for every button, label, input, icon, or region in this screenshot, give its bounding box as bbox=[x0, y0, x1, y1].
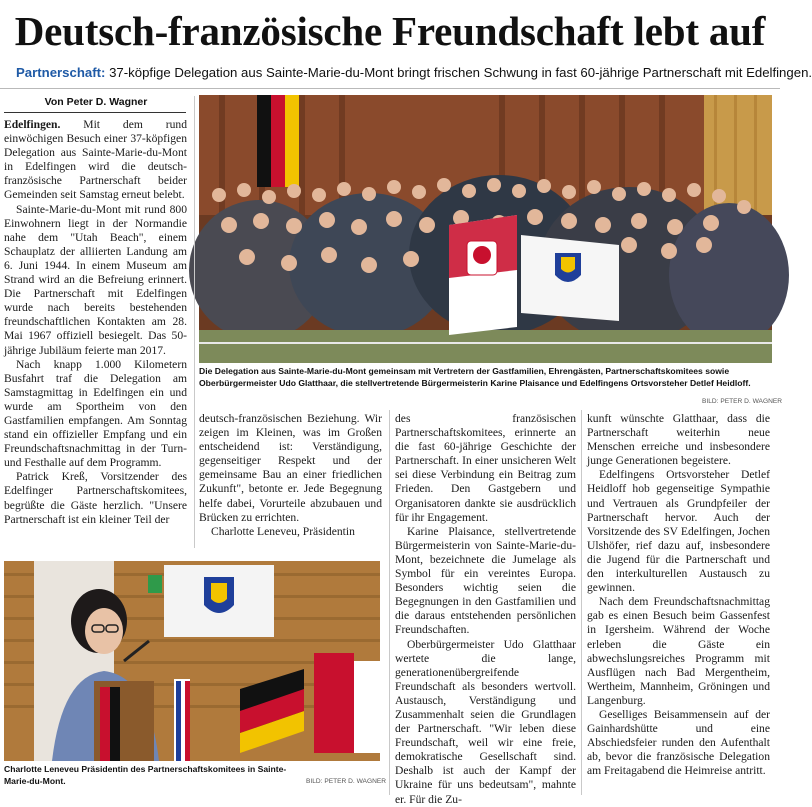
paragraph: kunft wünschte Glatthaar, dass die Partnerschaft weiterhin neue Menschen erreiche und insbesondere junge Generationen begeistere. bbox=[587, 412, 770, 468]
column-divider bbox=[194, 96, 195, 548]
paragraph: Edelfingen. Mit dem rund einwöchigen Besuch einer 37-köpfigen Delegation aus Sainte-Marie-du-Mont in Edelfingen wird die deutsch-französische Partnerschaft beider Gemeinden seit Samstag erneut belebt. bbox=[4, 118, 187, 202]
paragraph: Nach knapp 1.000 Kilometern Busfahrt traf die Delegation am Samstagmittag in Edelfingen ein und wurde am Sportheim von den Gastfamilien empfangen. Am Sonntag stand ein offizieller Empfang und ein Freundschaftsnachmittag in der Turn- und Festhalle auf dem Programm. bbox=[4, 357, 187, 470]
paragraph: Geselliges Beisammensein auf der Gainhardshütte und eine Abschiedsfeier runden den Aufenthalt ab, bevor die französische Delegation am Freitagabend die Heimreise antritt. bbox=[587, 707, 770, 778]
top-divider bbox=[0, 88, 780, 89]
article-column-4 bbox=[587, 412, 770, 797]
paragraph: Patrick Kreß, Vorsitzender des Edelfinger Partnerschaftskomitees, begrüßte die Gäste herzlich. "Unsere Partnerschaft ist ein kleiner Teil der bbox=[4, 470, 187, 526]
group-photo-image bbox=[199, 95, 772, 363]
subline-kicker: Partnerschaft: bbox=[16, 65, 106, 80]
group-photo bbox=[199, 95, 772, 363]
paragraph: deutsch-französischen Beziehung. Wir zeigen im Kleinen, was im Großen entscheidend ist: Verständigung, gegenseitiger Respekt und der gemeinsame Bau an einer friedlichen Zukunft", betonte er. Jede Begegnung helfe dabei, Vorurteile abzubauen und Brücken zu errichten. bbox=[199, 412, 382, 524]
speaker-photo-image bbox=[4, 561, 380, 761]
column-divider bbox=[581, 410, 582, 795]
paragraph: Nach dem Freundschaftsnachmittag gab es einen Besuch beim Gassenfest in Igersheim. Während der Woche erleben die Gäste ein abwechslungsreiches Programm mit Ausflügen nach Bad Mergentheim, Wertheim, Mannheim, Gröningen und Langenburg. bbox=[587, 595, 770, 707]
subline-text: 37-köpfige Delegation aus Sainte-Marie-du-Mont bringt frischen Schwung in fast 60-jährige Partnerschaft mit Edelfingen. bbox=[105, 65, 812, 80]
subline bbox=[16, 64, 812, 82]
paragraph: Charlotte Leneveu, Präsidentin bbox=[211, 524, 355, 538]
paragraph: Karine Plaisance, stellvertretende Bürgermeisterin von Sainte-Marie-du-Mont, bezeichnete die Jumelage als Symbol für ein vereintes Europa. Besonders wichtig seien die Begegnungen in den Gastfamilien und die daraus entstehenden persönlichen Freundschaften. bbox=[395, 524, 576, 637]
dateline: Edelfingen. bbox=[4, 118, 61, 131]
speaker-photo-credit: BILD: PETER D. WAGNER bbox=[306, 778, 386, 785]
paragraph: des französischen Partnerschaftskomitees, erinnerte an die fast 60-jährige Geschichte der Partnerschaft. In einer unsicheren Welt sei diese Verbindung ein Beitrag zum Frieden. Den Gastgebern und Organisatoren dankte sie ausdrücklich für ihr Engagement. bbox=[395, 412, 576, 524]
speaker-photo bbox=[4, 561, 380, 761]
paragraph: Oberbürgermeister Udo Glatthaar wertete die lange, generationenübergreifende Freundschaft als besonders wertvoll. Austausch, Verständigung und Zusammenhalt seien die Grundlagen der Partnerschaft. "Wir leben diese Freundschaft, weil wir eine freie, demokratische Gesellschaft sind. Deshalb ist auch der Kampf der Ukraine für uns bedeutsam", mahnte er. Für die Zu- bbox=[395, 637, 576, 806]
article-column-2 bbox=[199, 412, 382, 547]
byline: Von Peter D. Wagner bbox=[44, 96, 148, 108]
paragraph: Sainte-Marie-du-Mont mit rund 800 Einwohnern liegt in der Normandie nahe dem "Utah Beach", einem Schauplatz der alliierten Landung am 6. Juni 1944. In einem Museum am Strand wird an die Befreiung erinnert. Die Partnerschaft mit Edelfingen wurde nach bereits bestehenden freundschaftlichen Kontakten am 28. Mai 1967 offiziell besiegelt. Das 50-jährige Jubiläum feierte man 2017. bbox=[4, 202, 187, 357]
group-photo-credit: BILD: PETER D. WAGNER bbox=[702, 398, 782, 405]
speaker-photo-caption: Charlotte Leneveu Präsidentin des Partnerschaftskomitees in Sainte-Marie-du-Mont. bbox=[4, 764, 287, 786]
article-column-1 bbox=[4, 118, 187, 548]
headline: Deutsch-französische Freundschaft lebt auf bbox=[14, 8, 766, 54]
column-divider bbox=[389, 410, 390, 795]
byline-divider bbox=[4, 112, 186, 113]
article-column-3 bbox=[395, 412, 576, 806]
group-photo-caption: Die Delegation aus Sainte-Marie-du-Mont gemeinsam mit Vertretern der Gastfamilien, Ehrengästen, Partnerschaftskomitees sowie Oberbürgermeister Udo Glatthaar, die stellvertretende Bürgermeisterin Karine Plaisance und Edelfingens Ortsvorsteher Detlef Heidloff. bbox=[199, 366, 751, 388]
paragraph: Edelfingens Ortsvorsteher Detlef Heidloff hob gegenseitige Sympathie und Vertrauen als Grundpfeiler der Partnerschaft hervor. Auch der Vorsitzende des SV Edelfingen, Jochen Ulshöfer, rief dazu auf, insbesondere die Jugend für die Partnerschaft und den interkulturellen Austausch zu gewinnen. bbox=[587, 468, 770, 595]
